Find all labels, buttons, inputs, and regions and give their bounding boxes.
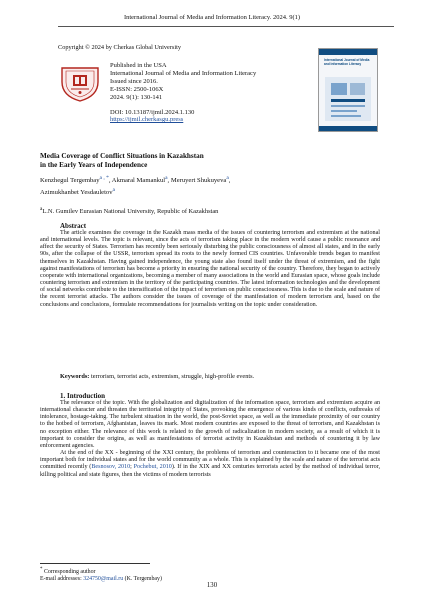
author-affiliation-link[interactable]: a — [165, 175, 168, 181]
introduction-heading: 1. Introduction — [60, 392, 105, 400]
reference-link[interactable]: Pochebut, 2010 — [133, 464, 172, 471]
author-affiliation-link[interactable]: a , * — [99, 175, 109, 181]
email-note: E-mail addresses: 324750@mail.ru (K. Tergembay) — [40, 576, 162, 583]
corresponding-author-note: * Corresponding author — [40, 567, 96, 575]
affiliation: $^a$L.N. Gumilev Eurasian National University, Republic of Kazakhstan — [40, 206, 219, 216]
cover-artwork-icon — [325, 77, 371, 121]
author-name: Azimukhanbet Yesdauletov — [40, 188, 113, 196]
authors-line-1: Kenzhegul Tergembay$^{a , *}$, Akmaral Mamankul$^a$, Meruyert Shukuyeva$^a$, — [40, 175, 231, 185]
page-number: 130 — [206, 582, 218, 589]
journal-name: International Journal of Media and Information Literacy — [110, 69, 257, 77]
university-seal-logo — [58, 62, 102, 102]
introduction-paragraph: The relevance of the topic. With the globalization and digitalization of the information space, terrorism and extremism acquire an international character and threaten the territorial integrity of States, provoking the emergence of various kinds of conflicts, outbreaks of intolerance, hostage-taking. The turbulent situation in the world, the post-Soviet space, as well as the immediate proximity of our country to the hotbed of terrorism, Afghanistan, leaves its mark. Most modern countries are exposed to the threat of terrorism, and Kazakhstan is no exception either. The relevance of this work is related to the growth of radicalization in modern society, as a result of which it is important to consider the origins, as well as manifestations of terrorist activity in Kazakhstan and methods of countering it by law enforcement agencies. — [40, 400, 380, 449]
journal-cover-thumbnail — [318, 48, 378, 132]
keywords-label: Keywords: — [60, 373, 90, 380]
footnote-rule — [40, 563, 150, 564]
authors-line-2 — [40, 186, 380, 198]
email-link[interactable]: 324750@mail.ru — [83, 576, 124, 583]
cover-title: International Journal of Media and Information Literacy — [324, 58, 370, 66]
citation: 2024. 9(1): 130-141 — [110, 93, 163, 101]
author-list — [40, 174, 380, 198]
author-affiliation-link[interactable]: a — [226, 175, 229, 181]
reference-link[interactable]: Besnosov, 2010 — [91, 464, 131, 471]
author-name: , Akmaral Mamankul — [108, 177, 166, 185]
article-title — [40, 152, 380, 169]
title-line-1: Media Coverage of Conflict Situations in Kazakhstan — [40, 152, 204, 160]
abstract-paragraph: The article examines the coverage in the Kazakh mass media of the issues of countering terrorism and extremism at the national and international levels. The topic is relevant, since the acts of terrorism taking place in the modern world cause a public resonance and affect the security of States. Terrorism has recently been seriously disturbing the public consciousness of almost all states, and in the early 90s, after the collapse of the USSR, terrorism spread its roots to the newly formed CIS countries. Unfavorable trends began to manifest themselves in Kazakhstan. Having gained independence, the young state also found itself under the threat of extremism, and the fight against manifestations of terrorism has become a priority in ensuring the national security of the country. Therefore, they began to actively cooperate with international organizations, becoming a member of many associations in the world and Eurasian space, whose goals include countering terrorism and extremism in the territory of the participating countries. The latest information technologies and the development of social networks contribute to the intensification of the impact of terrorism on public consciousness. This is due to the scale and nature of the recent terrorist attacks. The authors consider the issues of coverage of the manifestation of modern terrorism and, based on the conclusions and conclusions, formulate recommendations for journalists writing on the topic under consideration. — [40, 230, 380, 308]
keywords — [60, 373, 380, 380]
issued-since: Issued since 2016. — [110, 77, 158, 85]
keywords-list: terrorism, terrorist acts, extremism, struggle, high-profile events. — [90, 373, 255, 380]
author-name: Kenzhegul Tergembay — [40, 177, 100, 185]
publication-info — [110, 62, 310, 124]
doi: DOI: 10.13187/ijmil.2024.1.130 — [110, 108, 195, 116]
author-affiliation-link[interactable]: a — [112, 186, 115, 193]
header-rule — [58, 26, 394, 27]
abstract-body — [40, 230, 380, 309]
abstract-heading: Abstract — [60, 222, 87, 230]
introduction-paragraph: At the end of the XX - beginning of the XXI century, the problems of terrorism and counteraction to it became one of the most important both for individual states and for the world community as a whole. This is explained by the scale and nature of the terrorist acts committed recently (Besnosov, 2010; Pochebut, 2010). If in the XIX and XX centuries terrorists acted by the method of individual terror, killing political and state figures, then the victims of modern terrorists — [40, 450, 381, 478]
title-line-2: in the Early Years of Independence — [40, 160, 148, 169]
journal-url-link[interactable]: https://ijmil.cherkasgu.press — [110, 116, 184, 124]
running-head: International Journal of Media and Information Literacy. 2024. 9(1) — [123, 14, 301, 21]
introduction-body — [40, 400, 380, 479]
copyright-line: Copyright © 2024 by Cherkas Global University — [58, 44, 182, 51]
author-name: , Meruyert Shukuyeva — [167, 177, 227, 185]
footnotes — [40, 566, 340, 583]
published-in: Published in the USA — [110, 62, 167, 69]
eissn: E-ISSN: 2500-106X — [110, 85, 164, 93]
